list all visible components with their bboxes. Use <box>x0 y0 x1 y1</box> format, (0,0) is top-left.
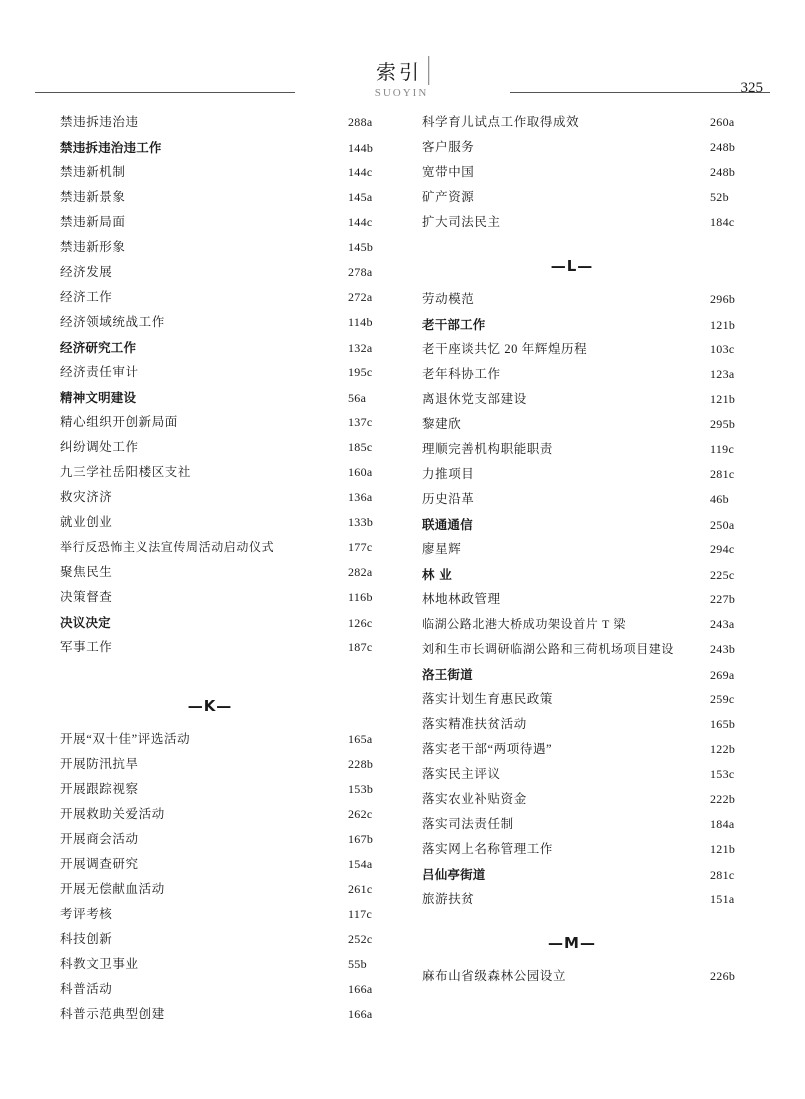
index-entry-label: 落实老干部“两项待遇” <box>422 742 553 756</box>
index-entry <box>60 635 400 660</box>
page-title: 索引 <box>376 56 429 85</box>
letter-section-heading: —M— <box>548 934 596 952</box>
index-entry-page: 136a <box>348 490 373 504</box>
index-entry-page: 119c <box>710 442 735 456</box>
index-entry-page: 137c <box>348 415 373 429</box>
index-entry <box>422 387 762 412</box>
page-header <box>0 56 805 104</box>
index-entry <box>60 160 400 185</box>
index-entry <box>60 310 400 335</box>
index-entry-page: 114b <box>348 315 373 329</box>
index-entry-page: 151a <box>710 892 735 906</box>
index-entry-page: 259c <box>710 692 735 706</box>
index-entry <box>60 1002 400 1027</box>
letter-section-heading: —L— <box>550 257 594 275</box>
index-entry <box>422 210 762 235</box>
index-entry-page: 243b <box>710 642 736 656</box>
index-entry-label: 经济发展 <box>60 265 113 279</box>
index-entry-label: 开展商会活动 <box>60 832 139 846</box>
index-entry-label: 科教文卫事业 <box>60 957 139 971</box>
index-entry <box>60 135 400 160</box>
index-entry <box>422 712 762 737</box>
header-rule-right <box>510 92 770 93</box>
index-entry <box>60 460 400 485</box>
index-entry <box>60 727 400 752</box>
index-entry-page: 248b <box>710 165 736 179</box>
index-column-right <box>422 110 762 1027</box>
index-entry <box>60 235 400 260</box>
index-entry-page: 248b <box>710 140 736 154</box>
index-entry <box>60 485 400 510</box>
index-entry-page: 185c <box>348 440 373 454</box>
index-entry-label: 禁违新机制 <box>60 165 126 179</box>
index-entry <box>60 852 400 877</box>
index-entry <box>422 687 762 712</box>
index-entry-label: 九三学社岳阳楼区支社 <box>60 465 192 479</box>
index-entry <box>422 135 762 160</box>
index-entry-label: 经济责任审计 <box>60 365 139 379</box>
index-entry-label: 宽带中国 <box>422 165 475 179</box>
index-entry <box>60 777 400 802</box>
index-entry-label: 经济领域统战工作 <box>60 315 165 329</box>
index-entry <box>422 362 762 387</box>
index-entry-page: 184c <box>710 215 735 229</box>
index-entry-page: 262c <box>348 807 373 821</box>
index-entry-label: 纠纷调处工作 <box>60 440 139 454</box>
index-entry <box>60 610 400 635</box>
index-entry-label: 开展救助关爱活动 <box>60 807 165 821</box>
index-entry <box>422 185 762 210</box>
index-entry-page: 166a <box>348 982 373 996</box>
index-entry <box>60 260 400 285</box>
index-entry-page: 132a <box>348 341 373 355</box>
index-entry-label: 离退休党支部建设 <box>422 392 527 406</box>
index-entry-page: 133b <box>348 515 374 529</box>
index-entry-label: 落实农业补贴资金 <box>422 792 527 806</box>
index-entry-label: 科学育儿试点工作取得成效 <box>422 115 580 129</box>
index-entry-page: 144c <box>348 165 373 179</box>
index-entry-label: 开展无偿献血活动 <box>60 882 165 896</box>
index-entry <box>60 827 400 852</box>
index-entry <box>422 160 762 185</box>
index-entry-label: 禁违拆违治违工作 <box>60 140 162 155</box>
index-entry-page: 296b <box>710 292 736 306</box>
index-entry <box>422 762 762 787</box>
index-entry <box>422 110 762 135</box>
index-entry-label: 考评考核 <box>60 907 113 921</box>
index-entry-label: 吕仙亭街道 <box>422 867 486 882</box>
index-entry <box>422 287 762 312</box>
index-entry <box>422 887 762 912</box>
index-entry-page: 154a <box>348 857 373 871</box>
index-entry-label: 联通通信 <box>422 517 473 532</box>
index-entry-label: 举行反恐怖主义法宣传周活动启动仪式 <box>60 540 275 554</box>
index-entry-label: 精神文明建设 <box>60 390 137 405</box>
index-entry <box>422 412 762 437</box>
index-entry-label: 开展防汛抗旱 <box>60 757 139 771</box>
index-entry-label: 决议决定 <box>60 615 111 630</box>
index-entry-page: 123a <box>710 367 735 381</box>
index-entry-page: 260a <box>710 115 735 129</box>
index-entry-page: 228b <box>348 757 374 771</box>
column-gap <box>60 660 400 685</box>
index-entry <box>422 812 762 837</box>
index-entry-page: 126c <box>348 616 373 630</box>
index-entry-page: 272a <box>348 290 373 304</box>
index-entry-page: 282a <box>348 565 373 579</box>
index-entry <box>60 902 400 927</box>
index-entry-label: 林 业 <box>422 567 452 582</box>
index-entry-label: 刘和生市长调研临湖公路和三荷机场项目建设 <box>422 642 675 656</box>
index-entry <box>422 637 762 662</box>
index-entry-label: 廖星辉 <box>422 542 462 556</box>
index-entry <box>60 385 400 410</box>
letter-section-heading: —K— <box>187 697 233 715</box>
index-entry <box>60 752 400 777</box>
index-entry <box>422 587 762 612</box>
index-entry-label: 经济研究工作 <box>60 340 137 355</box>
index-entry-label: 林地林政管理 <box>422 592 501 606</box>
index-entry-label: 禁违新局面 <box>60 215 126 229</box>
index-entry <box>60 952 400 977</box>
index-entry-page: 116b <box>348 590 373 604</box>
index-entry <box>60 110 400 135</box>
index-entry <box>422 964 762 989</box>
index-entry-label: 决策督查 <box>60 590 113 604</box>
index-entry-page: 103c <box>710 342 735 356</box>
index-entry <box>422 312 762 337</box>
index-entry <box>60 927 400 952</box>
index-entry-label: 精心组织开创新局面 <box>60 415 178 429</box>
index-entry <box>60 435 400 460</box>
index-entry-label: 临湖公路北港大桥成功架设首片 T 梁 <box>422 617 626 631</box>
index-entry <box>422 437 762 462</box>
index-entry-label: 就业创业 <box>60 515 113 529</box>
index-entry <box>60 802 400 827</box>
index-entry <box>60 977 400 1002</box>
index-entry-page: 52b <box>710 190 729 204</box>
index-entry-page: 295b <box>710 417 736 431</box>
index-entry-page: 56a <box>348 391 367 405</box>
index-entry-page: 166a <box>348 1007 373 1021</box>
index-entry-page: 167b <box>348 832 374 846</box>
index-entry-page: 121b <box>710 842 736 856</box>
index-entry-label: 旅游扶贫 <box>422 892 475 906</box>
index-entry-label: 禁违新形象 <box>60 240 126 254</box>
index-entry <box>60 185 400 210</box>
index-entry-label: 洛王街道 <box>422 667 473 682</box>
index-entry-page: 46b <box>710 492 729 506</box>
index-entry-page: 144c <box>348 215 373 229</box>
index-entry-label: 科普示范典型创建 <box>60 1007 165 1021</box>
index-entry-page: 165a <box>348 732 373 746</box>
index-entry <box>60 560 400 585</box>
index-entry-label: 力推项目 <box>422 467 475 481</box>
index-entry <box>422 337 762 362</box>
index-entry-label: 劳动模范 <box>422 292 475 306</box>
index-entry <box>60 360 400 385</box>
index-entry-page: 225c <box>710 568 735 582</box>
index-entry-page: 226b <box>710 969 736 983</box>
index-entry-label: 聚焦民生 <box>60 565 113 579</box>
index-entry-label: 黎建欣 <box>422 417 462 431</box>
index-entry <box>60 585 400 610</box>
page-number: 325 <box>740 80 763 96</box>
index-entry <box>422 612 762 637</box>
index-entry-page: 145a <box>348 190 373 204</box>
index-entry-page: 227b <box>710 592 736 606</box>
index-entry-page: 222b <box>710 792 736 806</box>
header-title-block <box>375 56 431 99</box>
index-entry <box>60 510 400 535</box>
index-entry-label: 军事工作 <box>60 640 113 654</box>
index-entry-page: 250a <box>710 518 735 532</box>
index-entry-label: 老干部工作 <box>422 317 486 332</box>
index-entry-page: 177c <box>348 540 373 554</box>
index-entry-page: 160a <box>348 465 373 479</box>
index-entry-label: 科普活动 <box>60 982 113 996</box>
index-entry-label: 落实精准扶贫活动 <box>422 717 527 731</box>
column-gap <box>422 912 762 922</box>
index-entry-label: 理顺完善机构职能职责 <box>422 442 554 456</box>
index-entry <box>422 462 762 487</box>
index-entry-page: 153b <box>348 782 374 796</box>
header-rule-left <box>35 92 295 93</box>
index-entry-page: 144b <box>348 141 374 155</box>
index-entry-page: 55b <box>348 957 367 971</box>
index-entry-page: 121b <box>710 318 736 332</box>
index-entry-label: 落实民主评议 <box>422 767 501 781</box>
column-gap <box>422 235 762 245</box>
index-entry-label: 老干座谈共忆 20 年辉煌历程 <box>422 342 588 356</box>
index-entry-page: 145b <box>348 240 374 254</box>
index-entry-label: 矿产资源 <box>422 190 475 204</box>
index-entry <box>60 535 400 560</box>
index-entry <box>422 862 762 887</box>
index-entry-page: 195c <box>348 365 373 379</box>
index-entry-label: 落实网上名称管理工作 <box>422 842 554 856</box>
index-entry-page: 269a <box>710 668 735 682</box>
index-entry-label: 开展“双十佳”评选活动 <box>60 732 191 746</box>
index-entry-label: 救灾济济 <box>60 490 113 504</box>
index-entry-page: 252c <box>348 932 373 946</box>
index-entry <box>422 787 762 812</box>
index-entry-label: 开展跟踪视察 <box>60 782 139 796</box>
index-entry <box>60 335 400 360</box>
index-entry-page: 117c <box>348 907 373 921</box>
index-entry-page: 288a <box>348 115 373 129</box>
index-column-left <box>60 110 400 1027</box>
index-entry <box>422 487 762 512</box>
index-entry <box>422 537 762 562</box>
index-entry-page: 281c <box>710 868 735 882</box>
page-title-pinyin: SUOYIN <box>374 87 429 99</box>
index-entry <box>422 837 762 862</box>
index-entry-page: 243a <box>710 617 735 631</box>
index-entry-label: 麻布山省级森林公园设立 <box>422 969 567 983</box>
index-entry <box>422 737 762 762</box>
index-entry-label: 禁违新景象 <box>60 190 126 204</box>
index-entry-page: 281c <box>710 467 735 481</box>
index-entry-label: 落实司法责任制 <box>422 817 514 831</box>
index-entry <box>422 562 762 587</box>
index-entry-label: 经济工作 <box>60 290 113 304</box>
index-entry-label: 扩大司法民主 <box>422 215 501 229</box>
index-entry <box>422 662 762 687</box>
index-columns <box>0 110 805 1027</box>
index-entry <box>422 512 762 537</box>
index-entry-page: 121b <box>710 392 736 406</box>
index-entry-label: 禁违拆违治违 <box>60 115 139 129</box>
index-entry-page: 122b <box>710 742 736 756</box>
index-entry-page: 187c <box>348 640 373 654</box>
index-entry-page: 184a <box>710 817 735 831</box>
index-entry <box>60 877 400 902</box>
index-entry <box>60 410 400 435</box>
index-entry-label: 老年科协工作 <box>422 367 501 381</box>
index-entry-label: 历史沿革 <box>422 492 475 506</box>
index-entry-page: 165b <box>710 717 736 731</box>
index-entry-label: 落实计划生育惠民政策 <box>422 692 554 706</box>
index-entry-page: 278a <box>348 265 373 279</box>
index-entry-page: 261c <box>348 882 373 896</box>
index-entry-page: 294c <box>710 542 735 556</box>
index-entry <box>60 210 400 235</box>
index-entry <box>60 285 400 310</box>
index-entry-label: 科技创新 <box>60 932 113 946</box>
index-entry-label: 开展调查研究 <box>60 857 139 871</box>
index-entry-page: 153c <box>710 767 735 781</box>
index-entry-label: 客户服务 <box>422 140 475 154</box>
